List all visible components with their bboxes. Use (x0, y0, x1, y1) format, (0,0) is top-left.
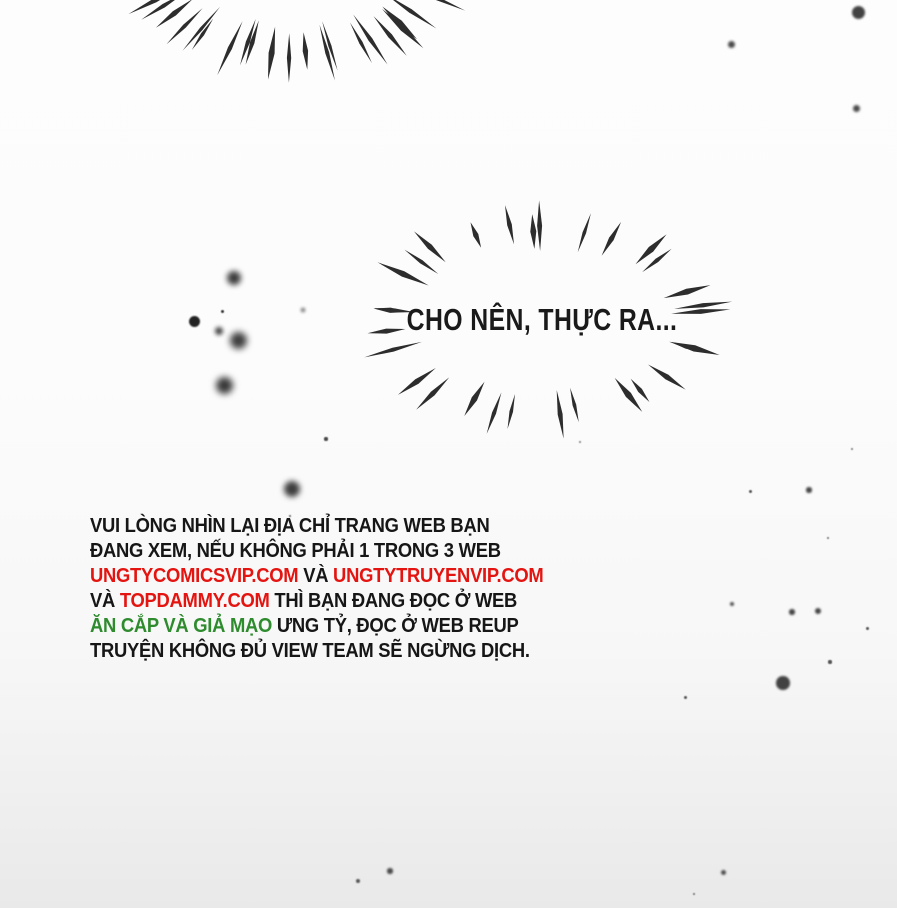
site-name-text: UNGTYTRUYENVIP.COM (333, 565, 544, 587)
ink-dot (866, 627, 869, 630)
speech-burst-lines-spike (404, 250, 438, 274)
notice-line (90, 614, 543, 639)
speech-burst-lines-spike (416, 377, 449, 409)
site-name-text: ĂN CẮP VÀ GIẢ MẠO (90, 615, 273, 637)
site-name-text: UNGTYCOMICSVIP.COM (90, 565, 299, 587)
ink-dot (230, 332, 247, 349)
speech-burst-lines-spike (505, 205, 514, 244)
speech-burst-lines-spike (636, 234, 667, 264)
speech-burst-lines-spike (414, 231, 446, 262)
ink-dot (221, 310, 224, 313)
ink-dot (827, 537, 829, 539)
speech-burst-lines-spike (615, 378, 643, 412)
ink-dot (684, 696, 687, 699)
speech-burst-lines-spike (557, 390, 564, 439)
notice-line (90, 639, 543, 664)
ink-dot (284, 481, 300, 497)
ink-dot (828, 660, 831, 663)
notice-line (90, 539, 543, 564)
speech-burst-lines-spike (464, 382, 484, 416)
top-speed-lines-spike (268, 27, 275, 80)
notice-line (90, 589, 543, 614)
ink-dot (851, 448, 853, 450)
speech-burst-lines-spike (508, 394, 516, 429)
speech-burst-lines-spike (674, 302, 732, 309)
speech-burst-lines-spike (471, 222, 482, 248)
ink-dot (852, 6, 865, 19)
ink-dot (749, 490, 752, 493)
ink-dot (227, 271, 241, 285)
notice-segment: ĐANG XEM, NẾU KHÔNG PHẢI 1 TRONG 3 WEB (90, 540, 501, 562)
notice-segment: VÀ (298, 565, 334, 587)
ink-dot (728, 41, 735, 48)
speech-burst-lines-spike (537, 200, 542, 251)
site-name-text: TOPDAMMY.COM (119, 590, 270, 612)
top-speed-lines-spike (350, 23, 372, 64)
speech-burst-lines-spike (368, 329, 406, 334)
ink-dot (324, 437, 327, 440)
notice-line (90, 564, 543, 589)
ink-dot (789, 609, 794, 614)
top-speed-lines-spike (287, 33, 291, 82)
notice-segment: THÌ BẠN ĐANG ĐỌC Ở WEB (269, 590, 518, 612)
speech-burst-lines-spike (487, 393, 502, 434)
notice-segment: VUI LÒNG NHÌN LẠI ĐỊA CHỈ TRANG WEB BẠN (90, 515, 490, 537)
speech-burst-lines-spike (602, 222, 622, 256)
speech-text: CHO NÊN, THỰC RA... (406, 302, 678, 337)
top-speed-lines-spike (183, 7, 221, 51)
speech-burst-lines-spike (530, 214, 536, 249)
ink-dot (721, 870, 726, 875)
ink-dot (189, 316, 200, 327)
notice-segment: ƯNG TỶ, ĐỌC Ở WEB REUP (272, 615, 519, 637)
speech-burst-lines-spike (570, 388, 579, 423)
notice-line (90, 514, 543, 539)
speech-burst-lines-spike (671, 309, 730, 314)
anti-piracy-notice (90, 514, 543, 664)
ink-dot (815, 608, 821, 614)
speech-burst-lines-spike (648, 365, 686, 390)
notice-segment: VÀ (90, 590, 120, 612)
speech-burst-lines-spike (669, 342, 719, 355)
top-speed-lines-spike (303, 32, 308, 69)
ink-dot (215, 327, 223, 335)
speech-burst-lines-spike (578, 213, 591, 252)
speech-burst-lines-spike (364, 342, 422, 358)
ink-dot (216, 377, 233, 394)
speech-burst-lines-spike (664, 285, 711, 298)
notice-segment: TRUYỆN KHÔNG ĐỦ VIEW TEAM SẼ NGỪNG DỊCH. (90, 640, 530, 662)
ink-dot (387, 868, 392, 873)
top-speed-lines-spike (217, 21, 242, 75)
ink-dot (806, 487, 811, 492)
speech-burst-lines-spike (378, 262, 429, 285)
speech-burst-lines-spike (398, 368, 436, 395)
ink-dot (853, 105, 860, 112)
ink-dot (579, 441, 581, 443)
ink-dot (356, 879, 360, 883)
ink-dot (776, 676, 790, 690)
